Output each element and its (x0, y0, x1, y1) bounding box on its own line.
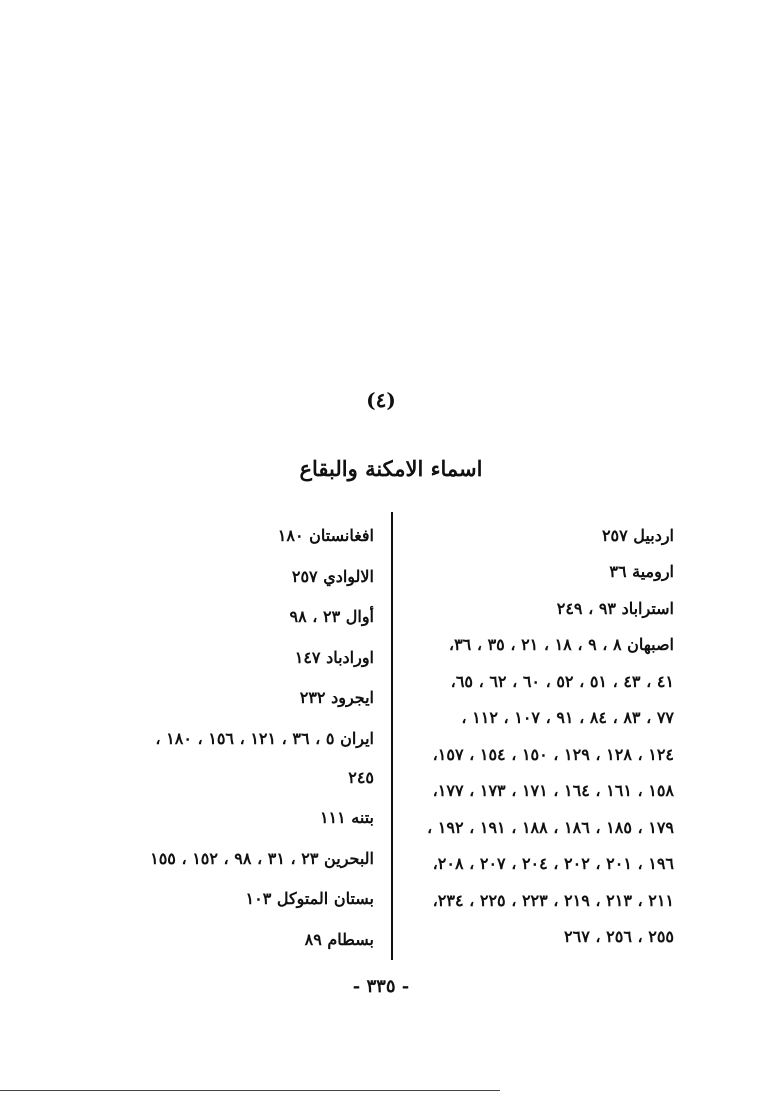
index-entry: ٢٥٥ ، ٢٥٦ ، ٢٦٧ (564, 927, 674, 946)
index-entry: ٢١١ ، ٢١٣ ، ٢١٩ ، ٢٢٣ ، ٢٢٥ ، ٢٣٤، (432, 890, 674, 910)
index-entry: أوال ٢٣ ، ٩٨ (289, 607, 374, 626)
index-column-left (90, 526, 374, 970)
index-entry: ارومية ٣٦ (609, 562, 674, 581)
section-number: (٤) (366, 388, 396, 412)
index-entry: ايران ٥ ، ٣٦ ، ١٢١ ، ١٥٦ ، ١٨٠ ، (155, 728, 374, 748)
index-entry: افغانستان ١٨٠ (277, 526, 374, 545)
bottom-rule (0, 1090, 500, 1091)
index-entry: بتنه ١١١ (319, 808, 374, 827)
column-divider (391, 512, 393, 960)
index-entry: ٤١ ، ٤٣ ، ٥١ ، ٥٢ ، ٦٠ ، ٦٢ ، ٦٥، (450, 671, 674, 691)
index-entry: اورادباد ١٤٧ (294, 647, 374, 667)
index-entry: ١٢٤ ، ١٢٨ ، ١٢٩ ، ١٥٠ ، ١٥٤ ، ١٥٧، (432, 744, 674, 764)
page-number: - ٣٣٥ - (352, 976, 410, 997)
index-entry: استراباد ٩٣ ، ٢٤٩ (556, 598, 674, 618)
index-column-right (398, 526, 674, 964)
index-entry: بستان المتوكل ١٠٣ (245, 889, 374, 908)
index-entry: ١٩٦ ، ٢٠١ ، ٢٠٢ ، ٢٠٤ ، ٢٠٧ ، ٢٠٨، (432, 854, 674, 873)
index-entry: ١٧٩ ، ١٨٥ ، ١٨٦ ، ١٨٨ ، ١٩١ ، ١٩٢ ، (427, 817, 674, 837)
index-entry: اردبيل ٢٥٧ (601, 526, 674, 545)
index-entry: البحرين ٢٣ ، ٣١ ، ٩٨ ، ١٥٢ ، ١٥٥ (150, 848, 374, 868)
section-title: اسماء الامكنة والبقاع (299, 456, 483, 481)
index-entry: ايجرود ٢٣٢ (299, 688, 374, 707)
index-entry: ٧٧ ، ٨٣ ، ٨٤ ، ٩١ ، ١٠٧ ، ١١٢ ، (461, 708, 674, 727)
index-entry: ١٥٨ ، ١٦١ ، ١٦٤ ، ١٧١ ، ١٧٣ ، ١٧٧، (432, 781, 674, 800)
index-entry: بسطام ٨٩ (304, 929, 374, 949)
index-entry: ٢٤٥ (348, 767, 374, 787)
index-entry: اصبهان ٨ ، ٩ ، ١٨ ، ٢١ ، ٣٥ ، ٣٦، (448, 635, 674, 654)
index-entry: الالوادي ٢٥٧ (291, 566, 374, 586)
